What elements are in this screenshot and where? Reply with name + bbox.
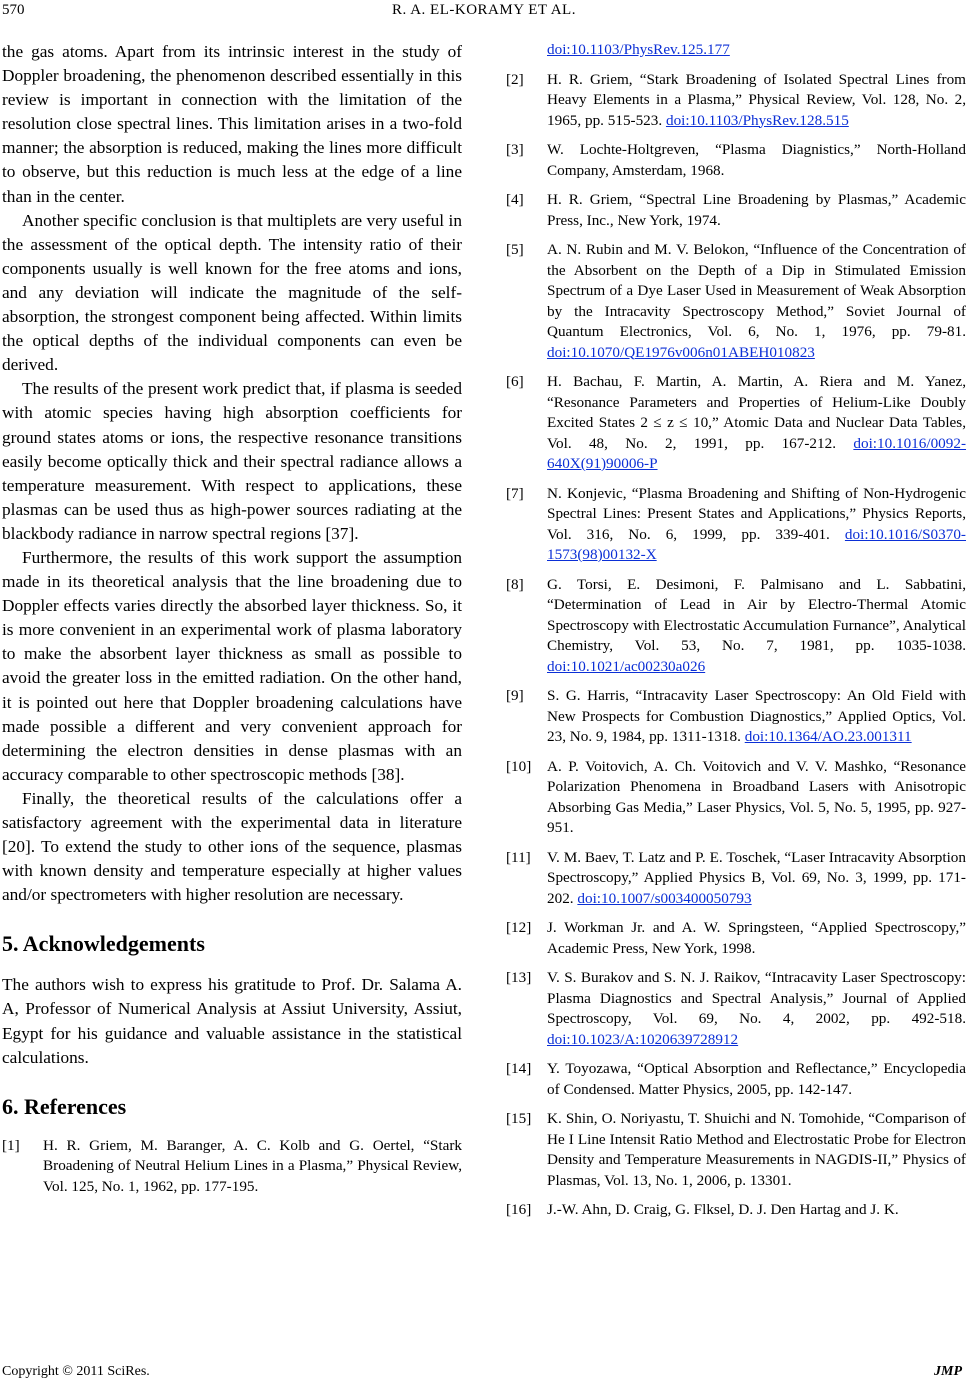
reference-item — [506, 484, 966, 566]
body-paragraph: the gas atoms. Apart from its intrinsic interest in the study of Doppler broadening, the phenomenon described essentially in this review is important in connection with the limitation of the resolution close spectral lines. This limitation arises in a two-fold manner; the absorption is reduced, making the lines more difficult to observe, but this reduction is much less at the edge of a line than in the center. — [2, 42, 462, 206]
reference-number: [10] — [506, 757, 532, 775]
doi-link[interactable]: doi:10.1364/AO.23.001311 — [744, 728, 912, 745]
doi-link[interactable]: doi:10.1023/A:1020639728912 — [547, 1030, 739, 1048]
reference-text: H. R. Griem, “Spectral Line Broadening by Plasmas,” Academic Press, Inc., New York, 1974. — [547, 191, 966, 229]
reference-item — [506, 575, 966, 678]
reference-item — [506, 372, 966, 475]
page-header — [0, 0, 968, 28]
doi-link[interactable]: doi:10.1016/S0370-1573(98)00132-X — [547, 525, 966, 563]
reference-number: [6] — [506, 373, 524, 390]
reference-number: [2] — [506, 70, 524, 88]
reference-number: [16] — [506, 1201, 532, 1218]
doi-link[interactable]: doi:10.1021/ac00230a026 — [547, 657, 706, 675]
doi-link[interactable]: doi:10.1016/0092-640X(91)90006-P — [547, 434, 967, 472]
reference-number: [5] — [506, 241, 524, 258]
reference-item — [506, 1109, 966, 1191]
reference-number: [12] — [506, 919, 532, 936]
reference-text: A. N. Rubin and M. V. Belokon, “Influence of the Concentration of the Absorbent on the Depth of a Dip in Stimulated Emission Spectrum of a Dye Laser Used in Measurement of Weak Absorption by the Intracavity Spectroscopy Method,” Soviet Journal of Quantum Electronics, Vol. 6, No. 1, 1976, pp. 79-81. — [547, 241, 966, 340]
reference-text: Y. Toyozawa, “Optical Absorption and Reflectance,” Encyclopedia of Condensed. Matter Physics, 2005, pp. 142-147. — [547, 1060, 966, 1098]
copyright-notice: Copyright © 2011 SciRes. — [2, 1364, 150, 1379]
acknowledgements-heading: 5. Acknowledgements — [2, 931, 205, 957]
reference-text: H. Bachau, F. Martin, A. Martin, A. Riera and M. Yanez, “Resonance Parameters and Properties of Helium-Like Doubly Excited States 2 ≤ z ≤ 10,” Atomic Data and Nuclear Data Tables, Vol. 48, No. 2, 1991, pp. 167-212. — [547, 373, 966, 452]
reference-text: N. Konjevic, “Plasma Broadening and Shifting of Non-Hydrogenic Spectral Lines: Present States and Applications,” Physics Reports, Vol. 316, No. 6, 1999, pp. 339-401. — [547, 484, 966, 543]
reference-text: W. Lochte-Holtgreven, “Plasma Diagnistics,” North-Holland Company, Amsterdam, 1968. — [547, 141, 966, 179]
reference-item — [506, 848, 966, 910]
reference-number: [1] — [2, 1136, 20, 1154]
reference-item — [506, 1200, 966, 1221]
reference-number: [15] — [506, 1110, 532, 1127]
reference-number: [8] — [506, 575, 524, 593]
page-number: 570 — [2, 2, 25, 18]
references-heading: 6. References — [2, 1093, 127, 1119]
reference-item — [506, 757, 966, 839]
references-list-right — [506, 70, 966, 1221]
reference-number: [14] — [506, 1060, 532, 1077]
reference-item — [506, 140, 966, 181]
reference-item — [506, 968, 966, 1050]
doi-link[interactable]: doi:10.1007/s003400050793 — [577, 889, 752, 907]
reference-text: J.-W. Ahn, D. Craig, G. Flksel, D. J. Den Hartag and J. K. — [547, 1201, 899, 1218]
reference-item — [506, 190, 966, 231]
reference-number: [11] — [506, 848, 531, 866]
reference-item — [506, 686, 966, 748]
reference-number: [9] — [506, 687, 524, 704]
doi-link[interactable]: doi:10.1070/QE1976v006n01ABEH010823 — [547, 343, 815, 361]
reference-continuation — [506, 40, 966, 61]
reference-text: J. Workman Jr. and A. W. Springsteen, “Applied Spectroscopy,” Academic Press, New York, 1998. — [547, 919, 966, 957]
reference-item — [506, 240, 966, 363]
reference-number: [7] — [506, 484, 524, 502]
reference-text: K. Shin, O. Noriyastu, T. Shuichi and N. Tomohide, “Comparison of He I Line Intensit Ratio Method and Electrostatic Probe for Electron Density and Temperature Measurements in NAGDIS-II,” Physics of Plasmas, Vol. 13, No. 1, 2006, p. 13301. — [547, 1110, 966, 1189]
reference-item — [2, 1136, 462, 1198]
left-column — [2, 40, 462, 1206]
reference-text: V. S. Burakov and S. N. J. Raikov, “Intracavity Laser Spectroscopy: Plasma Diagnostics and Spectral Analysis,” Journal of Applied Spectroscopy, Vol. 69, No. 4, 2002, pp. 492-518. — [547, 969, 966, 1027]
reference-text: G. Torsi, E. Desimoni, F. Palmisano and L. Sabbatini, “Determination of Lead in Air by Electro-Thermal Atomic Spectroscopy with Electrostatic Accumulation Furnance”, Analytical Chemistry, Vol. 53, No. 7, 1981, pp. 1035-1038. — [547, 575, 966, 654]
acknowledgements-text: The authors wish to express his gratitude to Prof. Dr. Salama A. A, Professor of Numerical Analysis at Assiut University, Assiut, Egypt for his guidance and valuable assistance in the statistical calculations. — [2, 975, 462, 1067]
body-paragraph: Finally, the theoretical results of the calculations offer a satisfactory agreement with the experimental data in literature [20]. To extend the study to other ions of the sequence, plasmas with known density and temperature especially at higher values and/or spectrometers with higher resolution are necessary. — [2, 788, 462, 905]
reference-text: H. R. Griem, M. Baranger, A. C. Kolb and G. Oertel, “Stark Broadening of Neutral Helium Lines in a Plasma,” Physical Review, Vol. 125, No. 1, 1962, pp. 177-195. — [43, 1136, 462, 1195]
reference-text: H. R. Griem, “Stark Broadening of Isolated Spectral Lines from Heavy Elements in a Plasma,” Physical Review, Vol. 128, No. 2, 1965, pp. 515-523. — [547, 70, 966, 129]
page-footer — [0, 1362, 968, 1384]
body-paragraph: Another specific conclusion is that multiplets are very useful in the assessment of the optical depth. The intensity ratio of their components usually is well known for the free atoms and ions, and any deviation will indicate the magnitude of the self-absorption, the strongest component being affected. Within limits the optical depths of the individual components can even be derived. — [2, 210, 462, 375]
body-paragraph: Furthermore, the results of this work support the assumption made in its theoretical analysis that the line broadening due to Doppler effects varies directly the absorbed layer thickness. So, it is more convenient in an experimental work of plasma laboratory to make the absorbent layer thickness as small as possible to avoid the greater loss in the emitted radiation. On the other hand, it is pointed out here that Doppler broadening calculations have made possible a different and very convenient approach for determining the electron densities in dense plasmas with an accuracy comparable to other spectroscopic methods [38]. — [2, 547, 462, 784]
journal-abbreviation: JMP — [934, 1364, 962, 1379]
right-column — [506, 40, 966, 1230]
reference-item — [506, 1059, 966, 1100]
references-list-left — [2, 1136, 462, 1198]
reference-item — [506, 918, 966, 959]
reference-text: V. M. Baev, T. Latz and P. E. Toschek, “Laser Intracavity Absorption Spectroscopy,” Applied Physics B, Vol. 69, No. 3, 1999, pp. 171-202. — [547, 848, 966, 907]
doi-link[interactable]: doi:10.1103/PhysRev.125.177 — [547, 41, 730, 58]
doi-link[interactable]: doi:10.1103/PhysRev.128.515 — [665, 111, 849, 129]
reference-number: [4] — [506, 191, 524, 208]
reference-number: [3] — [506, 141, 524, 158]
reference-number: [13] — [506, 969, 532, 986]
reference-text: S. G. Harris, “Intracavity Laser Spectroscopy: An Old Field with New Prospects for Combustion Diagnostics,” Applied Optics, Vol. 23, No. 9, 1984, pp. 1311-1318. — [547, 687, 966, 745]
reference-item — [506, 70, 966, 132]
body-paragraph: The results of the present work predict that, if plasma is seeded with atomic species having high absorption coefficients for ground states atoms or ions, the respective resonance transitions easily become optically thick and their spectral radiance allows a temperature measurement. With respect to applications, these plasmas can be used thus as high-power sources radiating at the blackbody radiance in narrow spectral regions [37]. — [2, 379, 462, 543]
reference-text: A. P. Voitovich, A. Ch. Voitovich and V. V. Mashko, “Resonance Polarization Phenomena in Broadband Lasers with Anisotropic Absorbing Gas Media,” Laser Physics, Vol. 5, No. 5, 1995, pp. 927-951. — [547, 757, 966, 836]
running-head: R. A. EL-KORAMY ET AL. — [392, 2, 576, 18]
